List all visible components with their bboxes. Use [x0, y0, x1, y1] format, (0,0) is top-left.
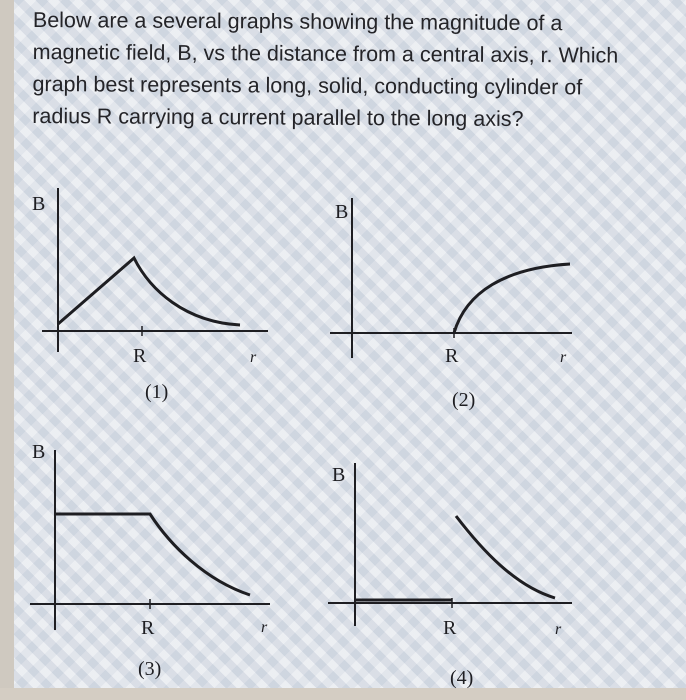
question-line-2: magnetic field, B, vs the distance from a central axis, r. Which — [32, 39, 619, 68]
question-line-1: Below are a several graphs showing the magnitude of a — [32, 7, 563, 36]
graph-1-y-label: B — [32, 193, 46, 215]
graph-2-axis-label: r — [560, 349, 567, 366]
graph-4-y-label: B — [332, 464, 346, 486]
graph-3-caption: (3) — [138, 658, 162, 680]
graph-3-axis-label: r — [261, 619, 268, 636]
graph-2 — [320, 188, 620, 428]
graph-1-axis-label: r — [250, 349, 257, 366]
graph-1-curve — [58, 258, 240, 325]
graph-4 — [320, 448, 620, 698]
graph-2-y-label: B — [335, 201, 349, 223]
graph-1-caption: (1) — [145, 381, 169, 403]
graph-3-r-label: R — [141, 617, 155, 639]
graph-2-curve — [454, 264, 570, 333]
graph-2-caption: (2) — [452, 389, 476, 411]
graph-3-y-label: B — [32, 441, 46, 463]
graph-2-r-label: R — [445, 345, 459, 367]
graph-1-r-label: R — [133, 345, 147, 367]
graph-4-caption: (4) — [450, 667, 474, 689]
graph-4-r-label: R — [443, 617, 457, 639]
graph-4-curve-outside — [456, 516, 555, 598]
graph-4-axis-label: r — [555, 621, 562, 638]
question-line-4: radius R carrying a current parallel to the long axis? — [32, 103, 524, 131]
graph-3 — [0, 430, 300, 680]
question-line-3: graph best represents a long, solid, conducting cylinder of — [32, 71, 583, 100]
question-text — [32, 4, 673, 136]
graph-3-curve — [55, 514, 250, 595]
graph-1 — [0, 180, 300, 420]
